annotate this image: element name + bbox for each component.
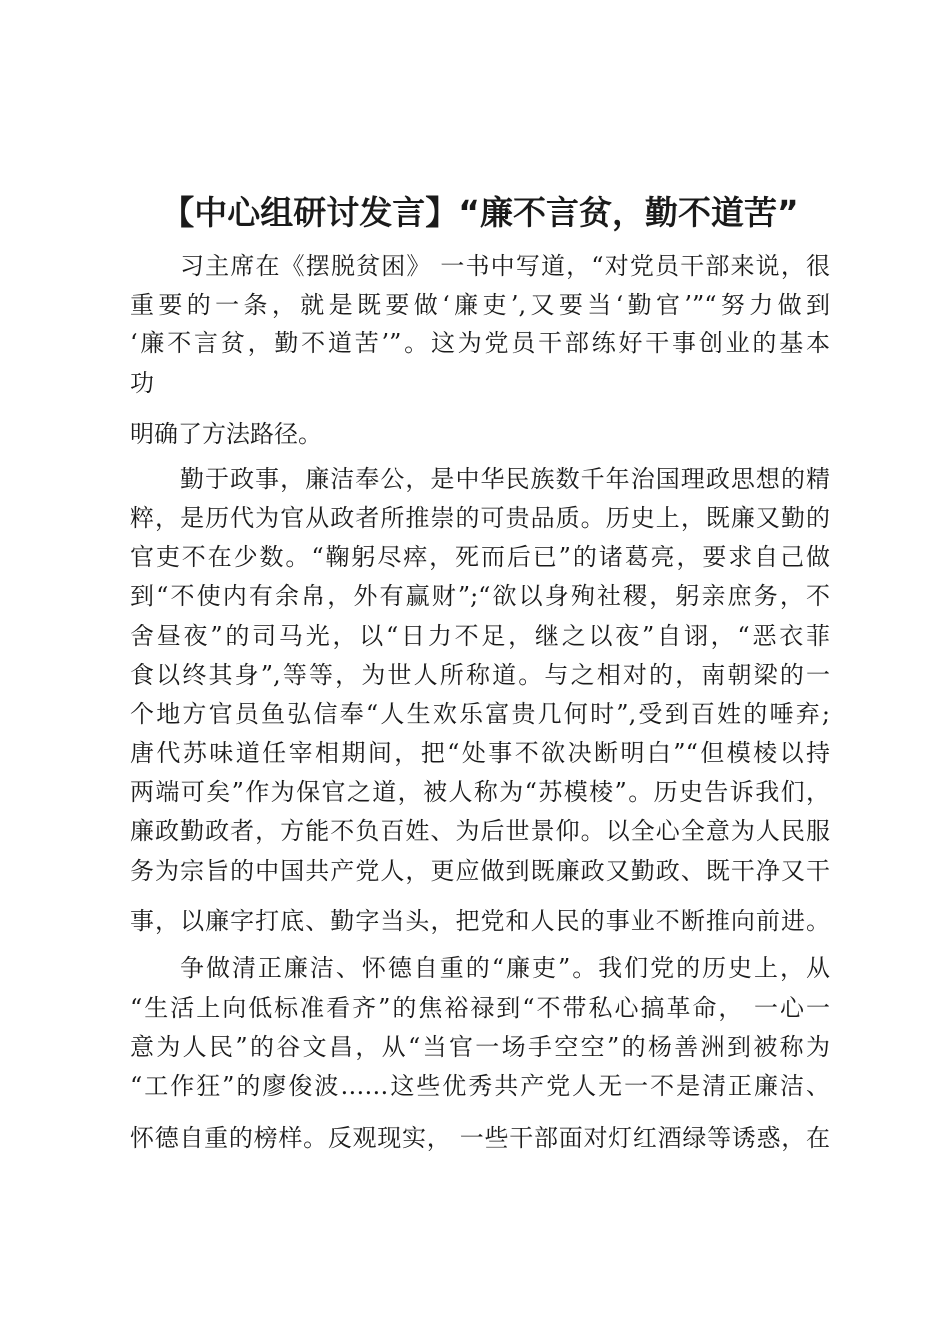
text-line: 事，以廉字打底、勤字当头，把党和人民的事业不断推向前进。 bbox=[130, 907, 830, 935]
text-line: 到“不使内有余帛，外有赢财”;“欲以身殉社稷，躬亲庶务，不 bbox=[130, 582, 830, 610]
text-line: 个地方官员鱼弘信奉“人生欢乐富贵几何时”,受到百姓的唾弃; bbox=[130, 700, 830, 728]
document-title: 【中心组研讨发言】“廉不言贫，勤不道苦” bbox=[161, 193, 799, 232]
text-line: 唐代苏味道任宰相期间，把“处事不欲决断明白”“但模棱以持 bbox=[130, 739, 830, 767]
text-line: 习主席在《摆脱贫困》 一书中写道，“对党员干部来说，很 bbox=[180, 252, 830, 280]
text-line: 粹，是历代为官从政者所推崇的可贵品质。历史上，既廉又勤的 bbox=[130, 504, 830, 532]
text-line: 怀德自重的榜样。反观现实， 一些干部面对灯红酒绿等诱惑，在 bbox=[130, 1124, 830, 1152]
text-line: 重要的一条，就是既要做‘廉吏’,又要当‘勤官’”“努力做到 bbox=[130, 291, 830, 319]
text-line: ‘廉不言贫，勤不道苦’”。这为党员干部练好干事创业的基本 bbox=[130, 329, 830, 357]
text-line: 争做清正廉洁、怀德自重的“廉吏”。我们党的历史上，从 bbox=[180, 954, 830, 982]
text-line: “工作狂”的廖俊波……这些优秀共产党人无一不是清正廉洁、 bbox=[130, 1072, 830, 1100]
text-line: 明确了方法路径。 bbox=[130, 420, 322, 448]
text-line: 务为宗旨的中国共产党人，更应做到既廉政又勤政、既干净又干 bbox=[130, 857, 830, 885]
text-line: 官吏不在少数。“鞠躬尽瘁，死而后已”的诸葛亮，要求自己做 bbox=[130, 543, 830, 571]
text-line: 两端可矣”作为保官之道，被人称为“苏模棱”。历史告诉我们， bbox=[130, 778, 830, 806]
text-line: 功 bbox=[130, 369, 154, 397]
text-line: 廉政勤政者，方能不负百姓、为后世景仰。以全心全意为人民服 bbox=[130, 817, 830, 845]
text-line: 勤于政事，廉洁奉公，是中华民族数千年治国理政思想的精 bbox=[180, 465, 830, 493]
text-line: “生活上向低标准看齐”的焦裕禄到“不带私心搞革命， 一心一 bbox=[130, 994, 830, 1022]
text-line: 舍昼夜”的司马光，以“日力不足，继之以夜”自诩，“恶衣菲 bbox=[130, 622, 830, 650]
text-line: 食以终其身”,等等，为世人所称道。与之相对的，南朝梁的一 bbox=[130, 661, 830, 689]
text-line: 意为人民”的谷文昌，从“当官一场手空空”的杨善洲到被称为 bbox=[130, 1033, 830, 1061]
